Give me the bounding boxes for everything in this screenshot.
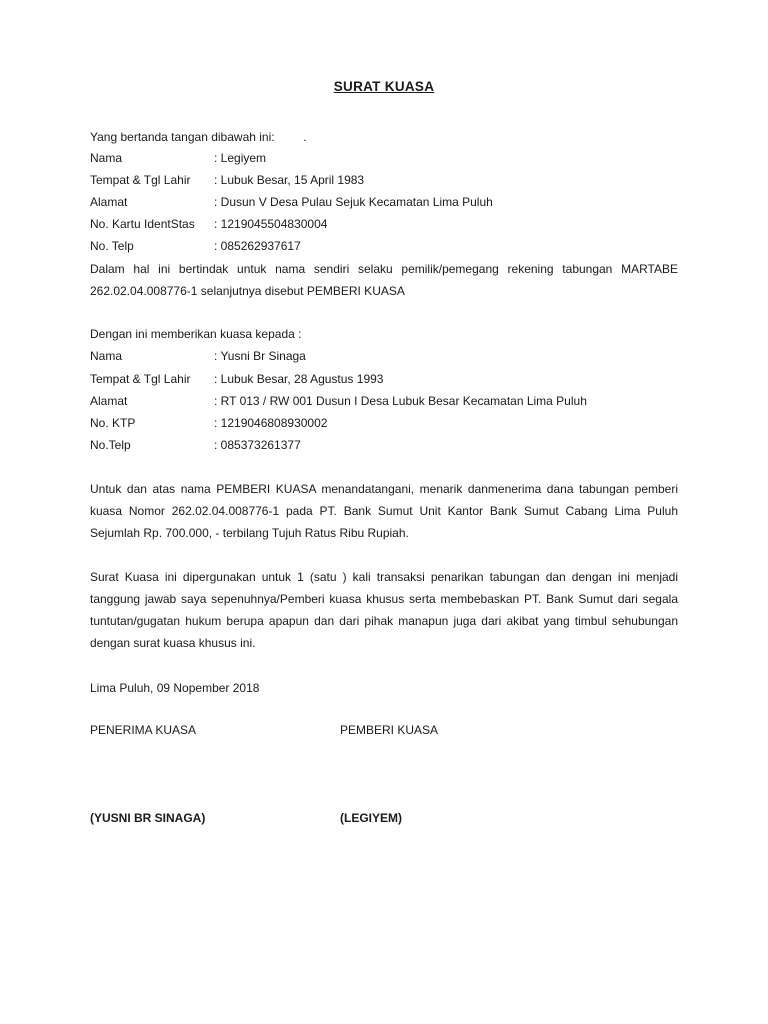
- grantor-birth-label: Tempat & Tgl Lahir: [90, 173, 191, 187]
- grantor-statement: Dalam hal ini bertindak untuk nama sendiri selaku pemilik/pemegang rekening tabungan MARTABE 262.02.04.008776-1 selanjutnya disebut PEMBERI KUASA: [90, 262, 678, 298]
- grantee-address-label: Alamat: [90, 394, 128, 408]
- terms-paragraph: Surat Kuasa ini dipergunakan untuk 1 (satu ) kali transaksi penarikan tabungan dan dengan ini menjadi tanggung jawab saya sepenuhnya/Pemberi kuasa khusus serta membebaskan PT. Bank Sumut dari segala tuntutan/gugatan hukum berupa apapun dan dari pihak manapun juga dari akibat yang timbul sehubungan dengan surat kuasa khusus ini.: [90, 570, 678, 650]
- giver-title: PEMBERI KUASA: [340, 723, 439, 737]
- document-title: SURAT KUASA: [333, 79, 435, 94]
- grantee-id-label: No. KTP: [90, 416, 136, 430]
- grantor-address-value: : Dusun V Desa Pulau Sejuk Kecamatan Lima Puluh: [214, 195, 493, 209]
- grantor-name-value: : Legiyem: [214, 151, 267, 165]
- grantor-phone-value: : 085262937617: [214, 239, 301, 253]
- grantor-id-label: No. Kartu IdentStas: [90, 217, 195, 231]
- receiver-title: PENERIMA KUASA: [90, 723, 197, 737]
- intro-dot: .: [303, 130, 307, 144]
- grantee-name-label: Nama: [90, 349, 123, 363]
- grantor-birth-value: : Lubuk Besar, 15 April 1983: [214, 173, 365, 187]
- intro-line: [90, 129, 307, 145]
- grantee-birth-value: : Lubuk Besar, 28 Agustus 1993: [214, 372, 384, 386]
- grantor-phone-label: No. Telp: [90, 239, 134, 253]
- grantor-name-label: Nama: [90, 151, 123, 165]
- grantee-phone-value: : 085373261377: [214, 438, 301, 452]
- place-date: Lima Puluh, 09 Nopember 2018: [90, 681, 260, 695]
- receiver-signature-name: (YUSNI BR SINAGA): [90, 811, 206, 825]
- grantee-name-value: : Yusni Br Sinaga: [214, 349, 306, 363]
- grantor-address-label: Alamat: [90, 195, 128, 209]
- purpose-paragraph: Untuk dan atas nama PEMBERI KUASA menandatangani, menarik danmenerima dana tabungan pemberi kuasa Nomor 262.02.04.008776-1 pada PT. Bank Sumut Unit Kantor Bank Sumut Cabang Lima Puluh Sejumlah Rp. 700.000, - terbilang Tujuh Ratus Ribu Rupiah.: [90, 482, 678, 540]
- grantee-id-value: : 1219046808930002: [214, 416, 328, 430]
- grantee-phone-label: No.Telp: [90, 438, 131, 452]
- intro-text: Yang bertanda tangan dibawah ini:: [90, 130, 275, 144]
- giver-signature-name: (LEGIYEM): [340, 811, 402, 825]
- grantee-birth-label: Tempat & Tgl Lahir: [90, 372, 191, 386]
- grantee-intro: Dengan ini memberikan kuasa kepada :: [90, 327, 302, 341]
- grantor-id-value: : 1219045504830004: [214, 217, 328, 231]
- grantee-address-value: : RT 013 / RW 001 Dusun I Desa Lubuk Besar Kecamatan Lima Puluh: [214, 394, 587, 408]
